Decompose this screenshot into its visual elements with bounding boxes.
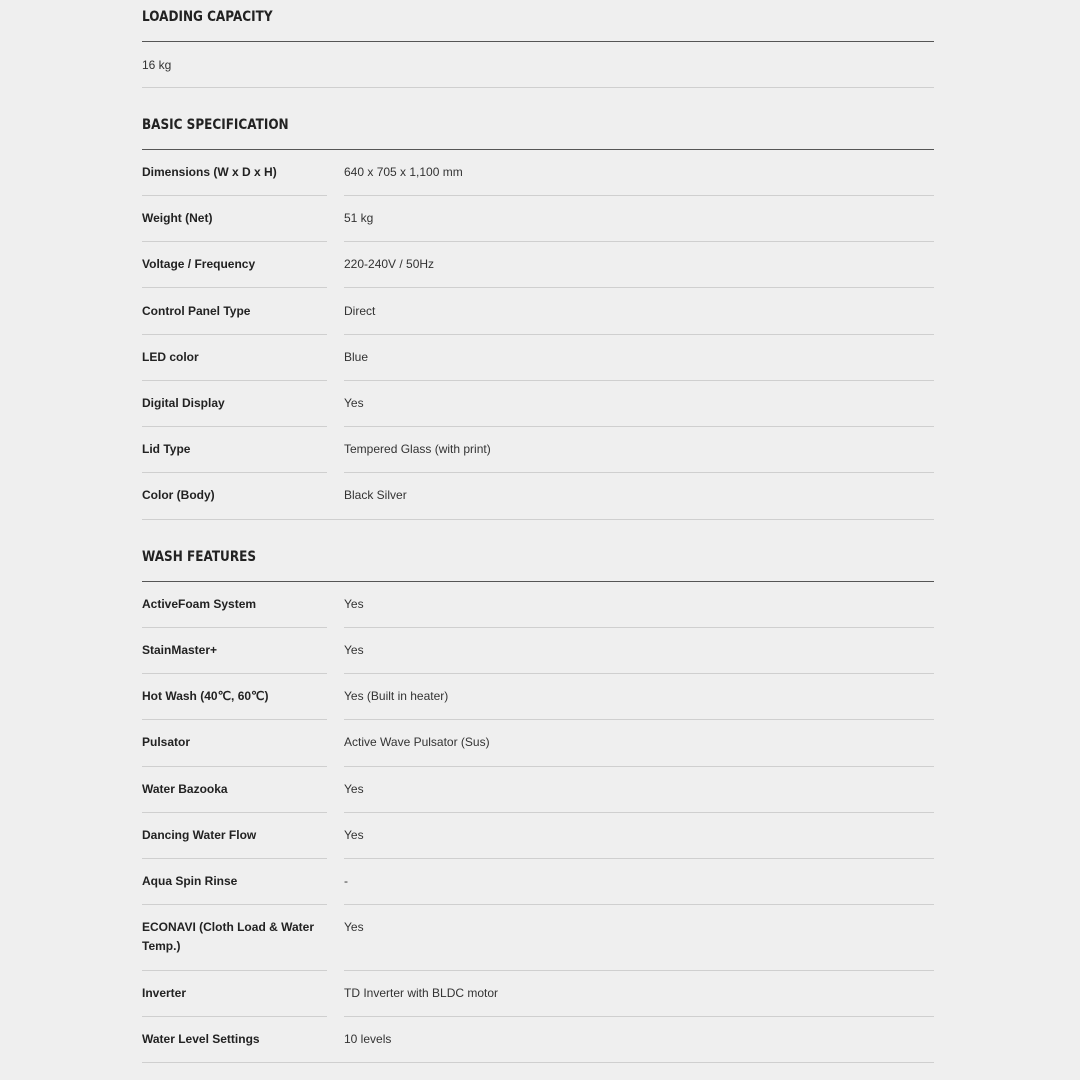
row-divider	[142, 858, 327, 859]
row-divider	[142, 334, 327, 335]
feature-value: Yes	[344, 597, 364, 611]
section-title-wash-features: WASH FEATURES	[142, 549, 256, 565]
row-divider	[142, 195, 327, 196]
feature-value: Active Wave Pulsator (Sus)	[344, 735, 490, 749]
row-divider	[344, 287, 934, 288]
feature-label: ActiveFoam System	[142, 597, 257, 611]
spec-label: LED color	[142, 350, 199, 364]
spec-label: Weight (Net)	[142, 211, 213, 225]
feature-label: Hot Wash (40℃, 60℃)	[142, 689, 269, 703]
row-divider	[142, 87, 934, 88]
feature-label: Pulsator	[142, 735, 191, 749]
row-divider	[344, 627, 934, 628]
section-title-loading-capacity: LOADING CAPACITY	[142, 9, 273, 25]
feature-value: Yes	[344, 828, 364, 842]
row-divider	[142, 627, 327, 628]
feature-label: ECONAVI (Cloth Load & Water Temp.)	[142, 920, 314, 953]
spec-value: Blue	[344, 350, 369, 364]
feature-label: StainMaster+	[142, 643, 218, 657]
row-divider	[142, 904, 327, 905]
row-divider	[344, 970, 934, 971]
feature-label: Water Level Settings	[142, 1032, 260, 1046]
row-divider	[142, 426, 327, 427]
section-divider	[142, 149, 934, 150]
row-divider	[344, 334, 934, 335]
spec-label: Control Panel Type	[142, 304, 251, 318]
feature-label: Inverter	[142, 986, 187, 1000]
row-divider	[142, 812, 327, 813]
spec-label: Dimensions (W x D x H)	[142, 165, 277, 179]
feature-value: TD Inverter with BLDC motor	[344, 986, 499, 1000]
row-divider	[344, 812, 934, 813]
spec-label: Digital Display	[142, 396, 225, 410]
spec-value: 51 kg	[344, 211, 374, 225]
spec-label: Voltage / Frequency	[142, 257, 256, 271]
row-divider	[344, 195, 934, 196]
feature-value: Yes	[344, 643, 364, 657]
row-divider	[344, 673, 934, 674]
row-divider	[142, 766, 327, 767]
feature-value: Yes (Built in heater)	[344, 689, 449, 703]
row-divider	[142, 241, 327, 242]
row-divider	[142, 287, 327, 288]
section-divider	[142, 41, 934, 42]
spec-value: 640 x 705 x 1,100 mm	[344, 165, 463, 179]
row-divider	[344, 426, 934, 427]
spec-value: Yes	[344, 396, 364, 410]
section-divider	[142, 581, 934, 582]
row-divider	[142, 719, 327, 720]
row-divider	[344, 904, 934, 905]
row-divider	[344, 1016, 934, 1017]
row-divider	[344, 241, 934, 242]
row-divider	[142, 1016, 327, 1017]
row-divider	[344, 719, 934, 720]
row-divider	[344, 472, 934, 473]
feature-value: 10 levels	[344, 1032, 392, 1046]
spec-value: 220-240V / 50Hz	[344, 257, 435, 271]
feature-label: Water Bazooka	[142, 782, 228, 796]
feature-label: Dancing Water Flow	[142, 828, 257, 842]
spec-label: Color (Body)	[142, 488, 215, 502]
spec-label: Lid Type	[142, 442, 191, 456]
row-divider	[344, 858, 934, 859]
row-divider	[344, 766, 934, 767]
spec-value: Tempered Glass (with print)	[344, 442, 491, 456]
loading-capacity-value: 16 kg	[142, 58, 172, 72]
feature-label: Aqua Spin Rinse	[142, 874, 238, 888]
row-divider	[142, 1062, 934, 1063]
spec-value: Black Silver	[344, 488, 407, 502]
row-divider	[142, 673, 327, 674]
feature-value: Yes	[344, 782, 364, 796]
row-divider	[142, 970, 327, 971]
feature-value: -	[344, 874, 348, 888]
row-divider	[142, 519, 934, 520]
row-divider	[344, 380, 934, 381]
row-divider	[142, 380, 327, 381]
row-divider	[142, 472, 327, 473]
section-title-basic-specification: BASIC SPECIFICATION	[142, 117, 289, 133]
feature-value: Yes	[344, 920, 364, 934]
spec-value: Direct	[344, 304, 376, 318]
